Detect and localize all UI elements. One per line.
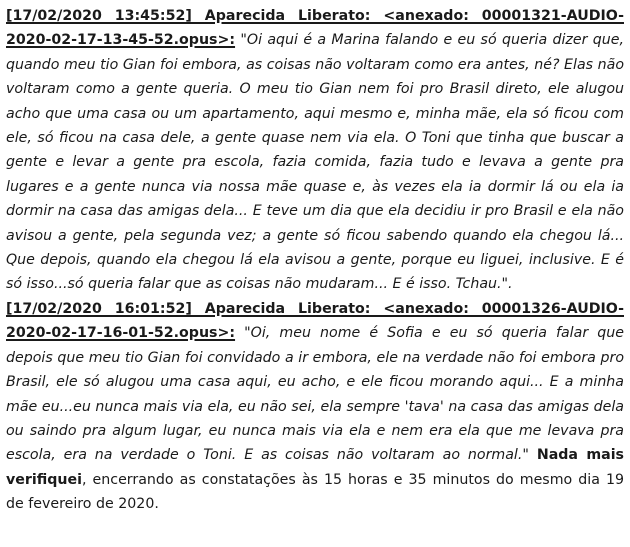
closing-bold-text: Nada mais verifiquei bbox=[6, 447, 624, 488]
entry-header: [17/02/2020 13:45:52] Aparecida Liberato: <anexado: 00001321-AUDIO-2020-02-17-13-45-52.opus>: bbox=[6, 8, 624, 49]
entry-quote: "Oi aqui é a Marina falando e eu só queria dizer que, quando meu tio Gian foi embora, as coisas não voltaram como era antes, né? Elas não voltaram como a gente queria. O meu tio Gian nem foi pro Brasil direto, ele alugou acho que uma casa ou um apartamento, aqui mesmo e, minha mãe, ela só ficou com ele, só ficou na casa dele, a gente quase nem via ela. O Toni que tinha que buscar a gente e levar a gente pra escola, fazia comida, fazia tudo e levava a gente pra lugares e a gente nunca via nossa mãe quase e, às vezes ela ia dormir lá ou ela ia dormir na casa das amigas dela... E teve um dia que ela decidiu ir pro Brasil e ela não avisou a gente, pela segunda vez; a gente só ficou sabendo quando ela chegou lá... Que depois, quando ela chegou lá ela avisou a gente, porque eu liguei, inclusive. E é só isso...só queria falar que as coisas não mudaram... E é isso. Tchau.". bbox=[6, 32, 625, 293]
transcript-entry-2 bbox=[6, 297, 624, 517]
document-body bbox=[6, 4, 624, 517]
closing-text: , encerrando as constatações às 15 horas e 35 minutos do mesmo dia 19 de fevereiro de 2020. bbox=[6, 471, 624, 513]
entry-header: [17/02/2020 16:01:52] Aparecida Liberato: <anexado: 00001326-AUDIO-2020-02-17-16-01-52.opus>: bbox=[6, 300, 624, 342]
entry-quote: "Oi, meu nome é Sofia e eu só queria falar que depois que meu tio Gian foi convidado a ir embora, ele na verdade não foi embora pro Brasil, ele só alugou uma casa aqui, eu acho, e ele ficou morando aqui... E a minha mãe eu...eu nunca mais via ela, eu não sei, ela sempre 'tava' na casa das amigas dela ou saindo pra algum lugar, eu nunca mais via ela e nem era ela que me levava pra escola, era na verdade o Toni. E as coisas não voltaram ao normal." bbox=[6, 325, 624, 464]
transcript-entry-1 bbox=[6, 4, 624, 297]
